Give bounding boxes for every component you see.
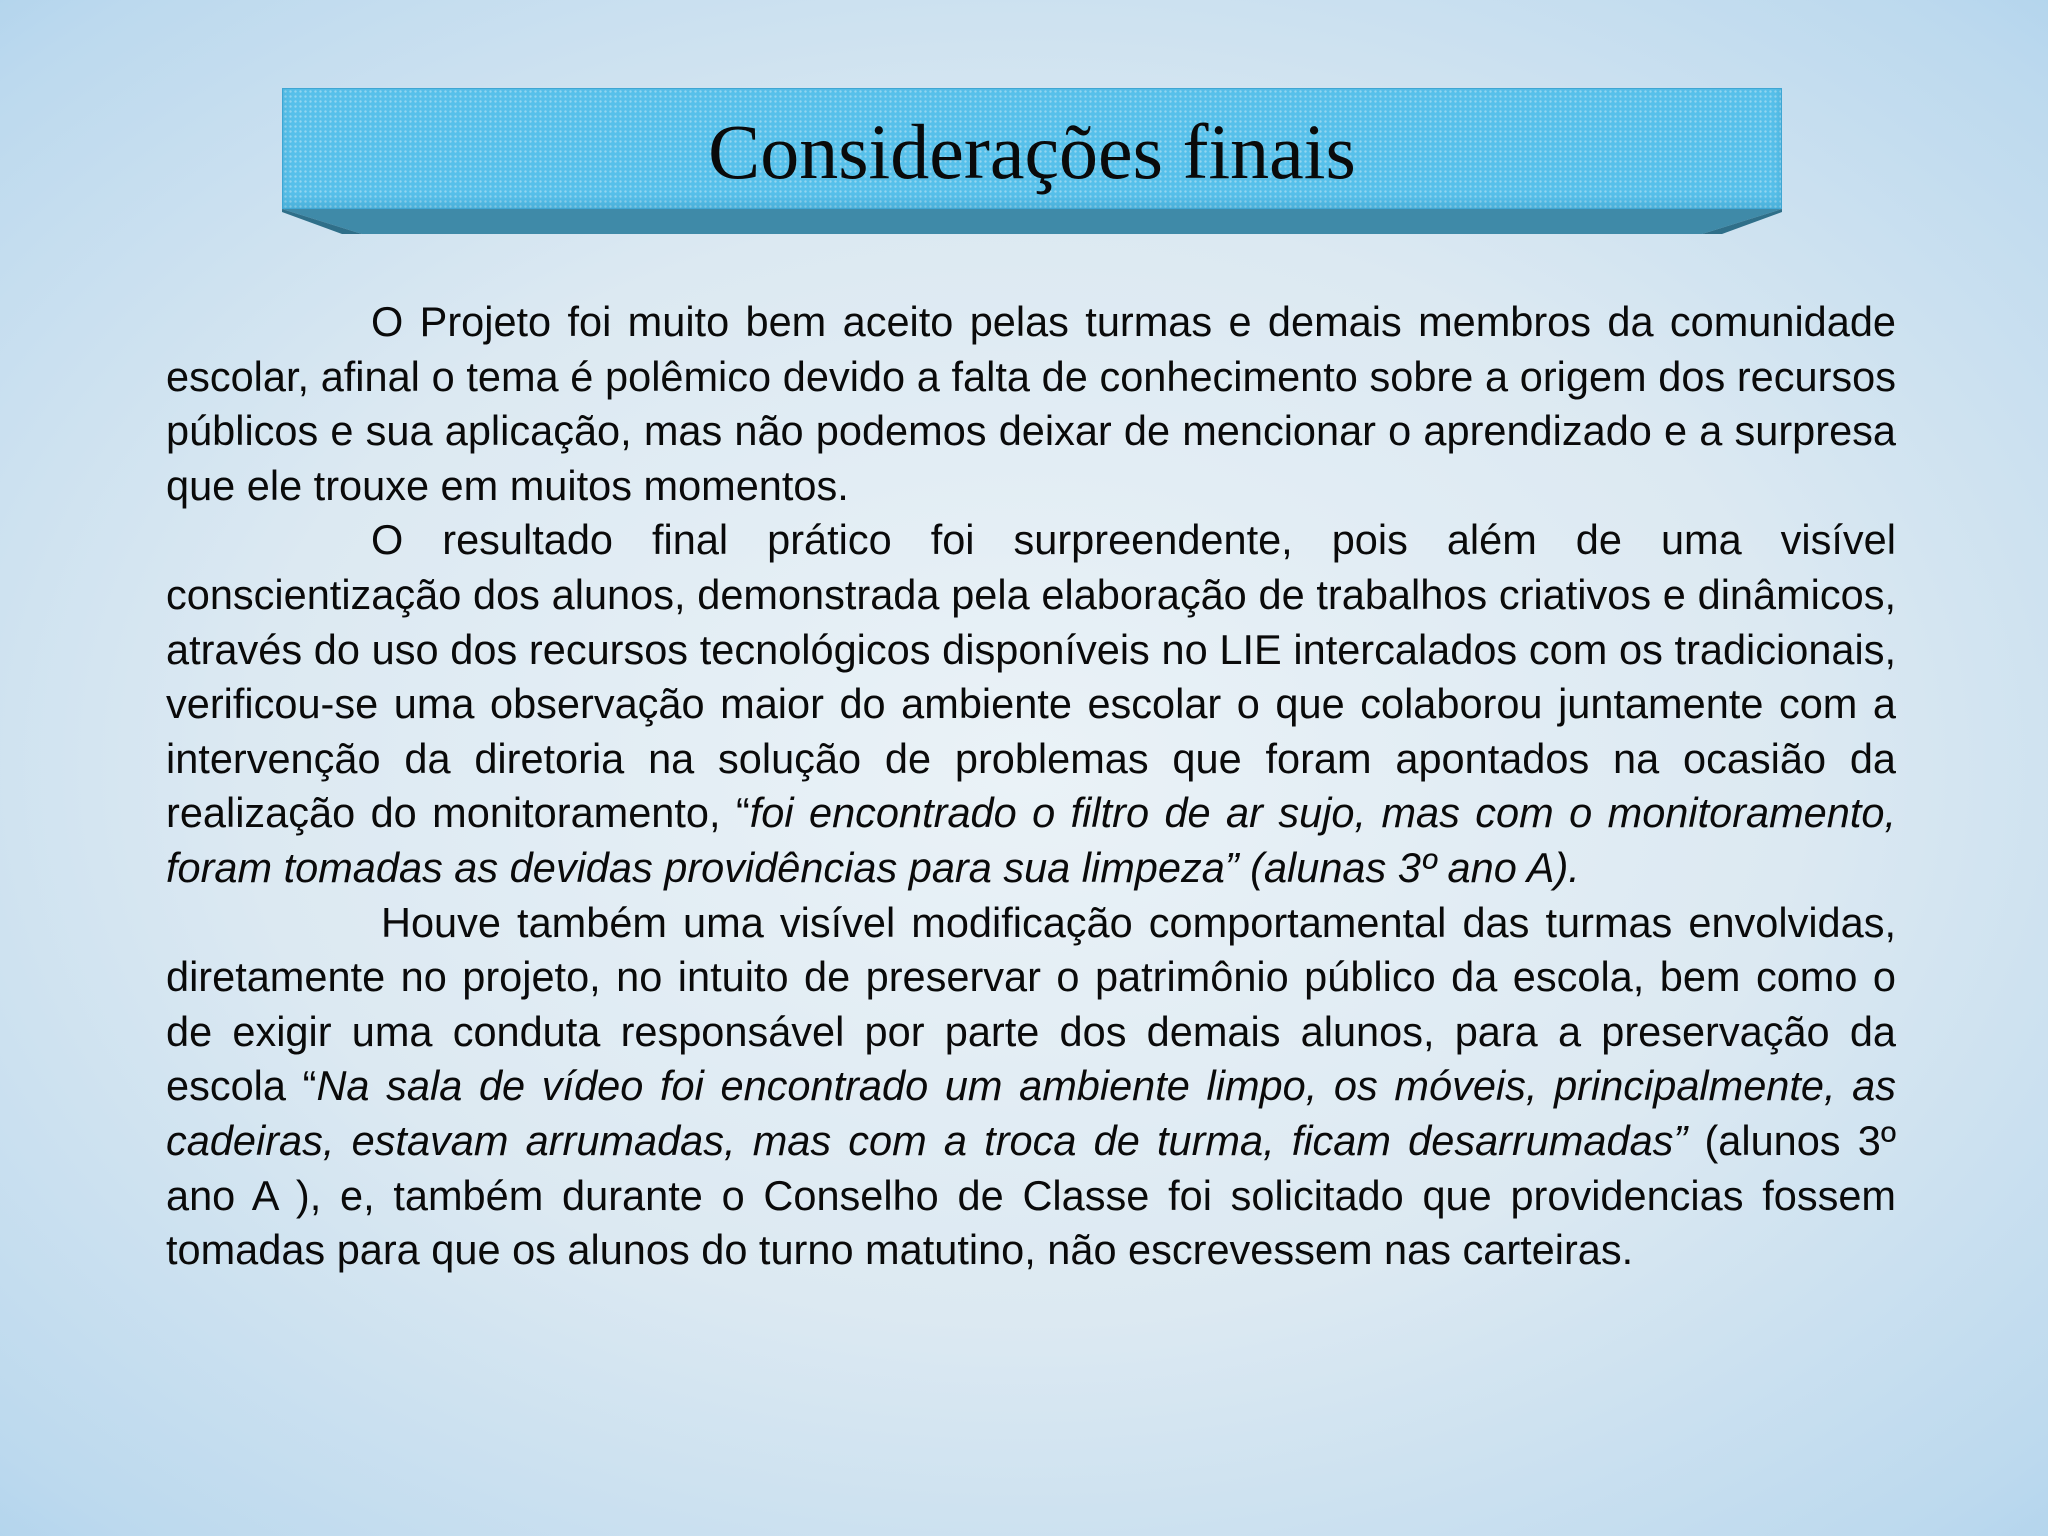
paragraph-2 [166,513,1896,895]
paragraph-1 [166,295,1896,513]
paragraph-3 [166,896,1896,1278]
paragraph-3-text-after: (alunos 3º ano A ), e, também durante o Conselho de Classe foi solicitado que providencias fossem tomadas para que os alunos do turno matutino, não escrevessem nas carteiras. [166,1116,1896,1274]
paragraph-2-text: O resultado final prático foi surpreendente, pois além de uma visível conscientização dos alunos, demonstrada pela elaboração de trabalhos criativos e dinâmicos, através do uso dos recursos tecnológicos disponíveis no LIE intercalados com os tradicionais, verificou-se uma observação maior do ambiente escolar o que colaborou juntamente com a intervenção da diretoria na solução de problemas que foram apontados na ocasião da realização do monitoramento, “ [166,516,1896,837]
slide-title: Considerações finais [708,108,1356,195]
title-banner [282,88,1782,234]
body-text [166,295,1896,1278]
paragraph-2-quote: foi encontrado o filtro de ar sujo, mas com o monitoramento, foram tomadas as devidas providências para sua limpeza” (alunas 3º ano A). [166,789,1896,891]
paragraph-1-text: O Projeto foi muito bem aceito pelas turmas e demais membros da comunidade escolar, afinal o tema é polêmico devido a falta de conhecimento sobre a origem dos recursos públicos e sua aplicação, mas não podemos deixar de mencionar o aprendizado e a surpresa que ele trouxe em muitos momentos. [166,298,1896,509]
paragraph-3-text: Houve também uma visível modificação comportamental das turmas envolvidas, diretamente no projeto, no intuito de preservar o patrimônio público da escola, bem como o de exigir uma conduta responsável por parte dos demais alunos, para a preservação da escola “ [166,898,1896,1110]
paragraph-3-quote: Na sala de vídeo foi encontrado um ambiente limpo, os móveis, principalmente, as cadeiras, estavam arrumadas, mas com a troca de turma, ficam desarrumadas” [166,1062,1896,1164]
